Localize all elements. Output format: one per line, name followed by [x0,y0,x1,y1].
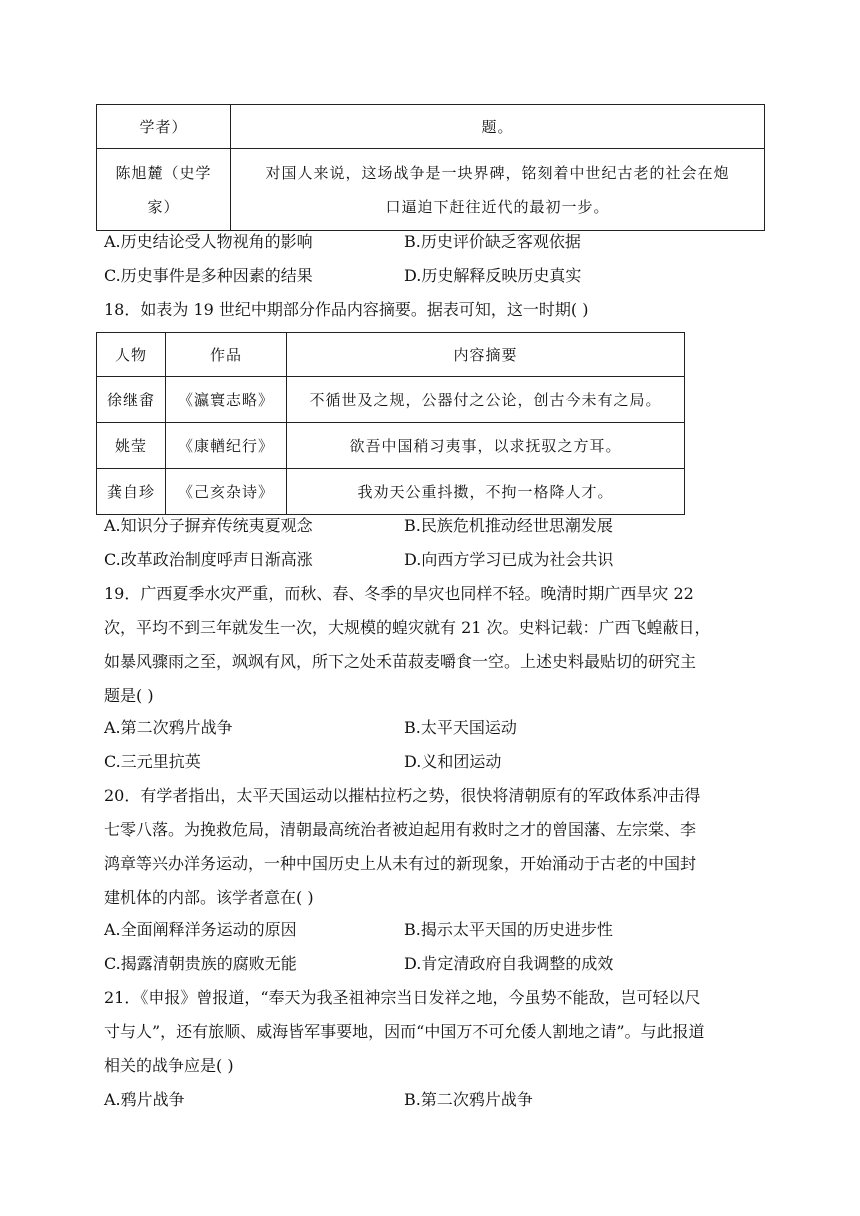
option-a: A.全面阐释洋务运动的原因 [104,920,297,939]
option-d: D.义和团运动 [404,752,502,771]
works-table [96,332,685,515]
option-d: D.向西方学习已成为社会共识 [404,550,614,569]
option-d: D.肯定清政府自我调整的成效 [404,954,614,973]
option-a: A.鸦片战争 [104,1090,185,1109]
table-cell-person [97,149,231,231]
option-a: A.第二次鸦片战争 [104,718,233,737]
option-c: C.三元里抗英 [104,752,201,771]
table-cell: 《瀛寰志略》 [166,377,287,423]
question-21-line: 相关的战争应是( ) [104,1056,234,1075]
table-cell-person: 学者） [97,105,231,149]
table-cell: 欲吾中国稍习夷事，以求抚驭之方耳。 [287,423,685,469]
table-row [97,377,685,423]
table-cell: 我劝天公重抖擞，不拘一格降人才。 [287,469,685,515]
option-b: B.揭示太平天国的历史进步性 [404,920,613,939]
table-row [97,105,765,149]
question-21-line: 21．《申报》曾报道，“奉天为我圣祖神宗当日发祥之地，今虽势不能敌，岂可轻以尺 [104,988,701,1007]
table-cell: 不循世及之规，公器付之公论，创古今未有之局。 [287,377,685,423]
table-cell: 姚莹 [97,423,166,469]
table-cell: 龚自珍 [97,469,166,515]
question-20-line: 鸿章等兴办洋务运动，一种中国历史上从未有过的新现象，开始涌动于古老的中国封 [104,854,697,873]
question-19-line: 如暴风骤雨之至，飒飒有风，所下之处禾苗菽麦嚼食一空。上述史料最贴切的研究主 [104,652,697,671]
cell-line: 口逼迫下赶往近代的最初一步。 [385,197,610,216]
header-summary: 内容摘要 [287,333,685,377]
option-d: D.历史解释反映历史真实 [404,266,582,285]
question-19-line: 19．广西夏季水灾严重，而秋、春、冬季的旱灾也同样不轻。晚清时期广西旱灾 22 [104,584,694,603]
option-c: C.改革政治制度呼声日渐高涨 [104,550,313,569]
question-19-line: 次，平均不到三年就发生一次，大规模的蝗灾就有 21 次。史料记载：广西飞蝗蔽日， [104,618,711,637]
option-c: C.历史事件是多种因素的结果 [104,266,313,285]
option-c: C.揭露清朝贵族的腐败无能 [104,954,297,973]
question-20-line: 建机体的内部。该学者意在( ) [104,888,314,907]
option-b: B.民族危机推动经世思潮发展 [404,516,613,535]
question-20-line: 七零八落。为挽救危局，清朝最高统治者被迫起用有救时之才的曾国藩、左宗棠、李 [104,820,697,839]
question-18-stem: 18．如表为 19 世纪中期部分作品内容摘要。据表可知，这一时期( ) [104,300,589,319]
table-cell: 《己亥杂诗》 [166,469,287,515]
table-row [97,149,765,231]
option-b: B.太平天国运动 [404,718,517,737]
table-header-row [97,333,685,377]
question-19-line: 题是( ) [104,686,154,705]
table-cell-view [231,149,765,231]
option-a: A.知识分子摒弃传统夷夏观念 [104,516,313,535]
question-21-line: 寸与人”，还有旅顺、威海皆军事要地，因而“中国万不可允倭人割地之请”。与此报道 [104,1022,705,1041]
option-a: A.历史结论受人物视角的影响 [104,232,313,251]
header-work: 作品 [166,333,287,377]
table-row [97,423,685,469]
table-cell: 徐继畬 [97,377,166,423]
cell-line: 陈旭麓（史学 [115,163,212,182]
cell-line: 家） [147,197,180,216]
question-20-line: 20．有学者指出，太平天国运动以摧枯拉朽之势，很快将清朝原有的军政体系冲击得 [104,786,701,805]
option-b: B.第二次鸦片战争 [404,1090,533,1109]
viewpoint-table [96,104,765,231]
option-b: B.历史评价缺乏客观依据 [404,232,581,251]
table-cell-view: 题。 [231,105,765,149]
header-person: 人物 [97,333,166,377]
table-cell: 《康輶纪行》 [166,423,287,469]
table-row [97,469,685,515]
cell-line: 对国人来说，这场战争是一块界碑，铭刻着中世纪古老的社会在炮 [265,163,730,182]
